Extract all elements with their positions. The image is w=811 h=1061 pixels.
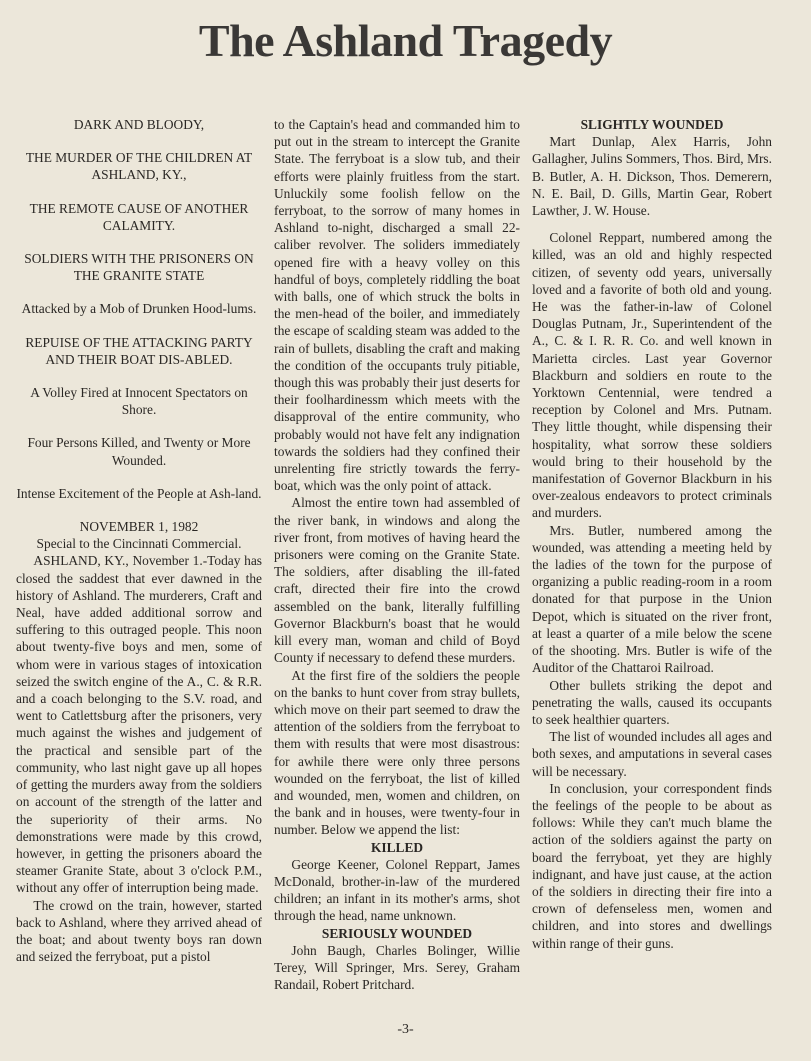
headline: SOLDIERS WITH THE PRISONERS ON THE GRANITE STATE xyxy=(24,251,254,284)
body-paragraph: Other bullets striking the depot and penetrating the walls, caused its occupants to seek healthier quarters. xyxy=(532,677,772,727)
body-paragraph: to the Captain's head and commanded him to put out in the stream to intercept the Granite State. The ferryboat is a slow tub, and their efforts were plainly fruitless from the start. Unluckily some foolish fellow on the ferryboat, to the sorrow of many homes in Ashland to-night, discharged a small 22-caliber revolver. The soliders immediately opened fire with a heavy volley on this handful of boys, completely riddling the boat with balls, one of which struck the bolts in the men-head of the boiler, and immediately the escape of scalding steam was added to the rain of bullets, disabling the craft and making the condition of the occupants truly pitiable, though this was probably their just deserts for their foolhardinessm which meets with the disapproval of the entire community, who probably would not have felt any indignation towards the soldiers had they confined their unrelenting fire strictly towards the ferry-boat, which was the only point of attack. xyxy=(274,117,520,494)
headline: THE MURDER OF THE CHILDREN AT ASHLAND, KY., xyxy=(25,150,253,183)
column-3 xyxy=(532,116,772,952)
seriously-wounded-heading: SERIOUSLY WOUNDED xyxy=(321,925,473,941)
body-paragraph: In conclusion, your correspondent finds the feelings of the people to be about as follows: While they can't much blame the action of the soldiers against the party on board the ferryboat, yet they are highly indignant, and have just cause, at the action of the soldiers in directing their fire into a crown of defenseless men, women and children, and into stores and dwellings within range of their guns. xyxy=(532,780,772,951)
body-paragraph: The crowd on the train, however, started back to Ashland, where they arrived ahead of the boat; and about twenty boys ran down and seized the ferryboat, put a pistol xyxy=(16,897,262,965)
headline: Intense Excitement of the People at Ash-land. xyxy=(16,485,262,501)
byline: Special to the Cincinnati Commercial. xyxy=(36,536,242,552)
body-paragraph: At the first fire of the soldiers the people on the banks to hunt cover from stray bullets, which move on their part seemed to draw the attention of the soldiers from the ferryboat to them with results that were most disastrous: for awhile there were only three persons wounded on the ferryboat, the list of killed and wounded, men, women and children, on the bank and in houses, were twenty-four in number. Below we append the list: xyxy=(274,667,520,838)
column-2 xyxy=(274,116,520,993)
body-paragraph: Mrs. Butler, numbered among the wounded, was attending a meeting held by the ladies of the town for the purpose of organizing a public reading-room in a room donated for that purpose in the Union Depot, which is situated on the river front, at least a quarter of a mile below the scene of the shooting. Mrs. Butler is wife of the Auditor of the Chattaroi Railroad. xyxy=(532,522,772,676)
headline: THE REMOTE CAUSE OF ANOTHER CALAMITY. xyxy=(29,200,249,233)
body-paragraph: The list of wounded includes all ages and both sexes, and amputations in several cases will be necessary. xyxy=(532,729,772,779)
slightly-wounded-list: Mart Dunlap, Alex Harris, John Gallagher, Julins Sommers, Thos. Bird, Mrs. B. Butler, A. H. Dickson, Thos. Demerern, N. E. Bail, D. Gills, Martin Gear, Robert Lawther, J. W. House. xyxy=(532,134,772,219)
body-paragraph: Almost the entire town had assembled of the river bank, in windows and along the river front, from motives of having heard the prisoners were coming on the Granite State. The soldiers, after disabling the ill-fated craft, directed their fire into the crowd assembled on the bank, literally fulfilling Governor Blackburn's boast that he would kill every man, woman and child of Boyd County if necessary to defend these murders. xyxy=(274,495,520,666)
body-paragraph: Colonel Reppart, numbered among the killed, was an old and highly respected citizen, of seventy odd years, universally loved and a favorite of both old and young. He was the father-in-law of Colonel Douglas Putnam, Jr., Superintendent of the A., C. & I. R. R. Co. and well known in Marietta circles. Last year Governor Blackburn and soldiers en route to the Yorktown Centennial, were tendred a reception by Colonel and Mrs. Putnam. They little thought, while dispensing their hospitality, what sorrow these soldiers would bring to their household by the manifestation of Governor Blackburn in his over-zealous endeavors to protect criminals and murders. xyxy=(532,230,772,521)
headline: Attacked by a Mob of Drunken Hood-lums. xyxy=(21,301,257,317)
slightly-wounded-heading: SLIGHTLY WOUNDED xyxy=(580,117,724,132)
headline: Four Persons Killed, and Twenty or More Wounded. xyxy=(27,435,251,468)
headline: DARK AND BLOODY, xyxy=(73,117,205,132)
headline: A Volley Fired at Innocent Spectators on Shore. xyxy=(30,385,248,418)
seriously-wounded-list: John Baugh, Charles Bolinger, Willie Terey, Will Springer, Mrs. Serey, Graham Randail, Robert Pritchard. xyxy=(274,942,520,993)
killed-heading: KILLED xyxy=(370,839,424,855)
article-title: The Ashland Tragedy xyxy=(198,15,613,66)
page-number: -3- xyxy=(397,1022,414,1037)
dateline: NOVEMBER 1, 1982 xyxy=(79,519,199,535)
headline: REPUISE OF THE ATTACKING PARTY AND THEIR BOAT DIS-ABLED. xyxy=(25,334,253,367)
body-paragraph: ASHLAND, KY., November 1.-Today has closed the saddest that ever dawned in the history of Ashland. The murderers, Craft and Neal, have added additional sorrow and suffering to this outraged people. This noon about twenty-five boys and men, some of whom were in various stages of intoxication seized the switch engine of the A., C. & R.R. and a coach belonging to the S.V. road, and went to Catlettsburg after the prisoners, very much against the wishes and judgement of the practical and sensible part of the community, who last night gave up all hopes of getting the murders away from the soldiers on account of the strength of the latter and the superiority of their arms. No demonstrations were made by this crowd, however, in getting the prisoners aboard the steamer Granite State, about 3 o'clock P.M., without any offer of interruption being made. xyxy=(16,553,262,896)
column-1 xyxy=(16,116,262,965)
killed-list: George Keener, Colonel Reppart, James McDonald, brother-in-law of the murdered children; an infant in its mother's arms, shot through the head, name unknown. xyxy=(274,856,520,924)
